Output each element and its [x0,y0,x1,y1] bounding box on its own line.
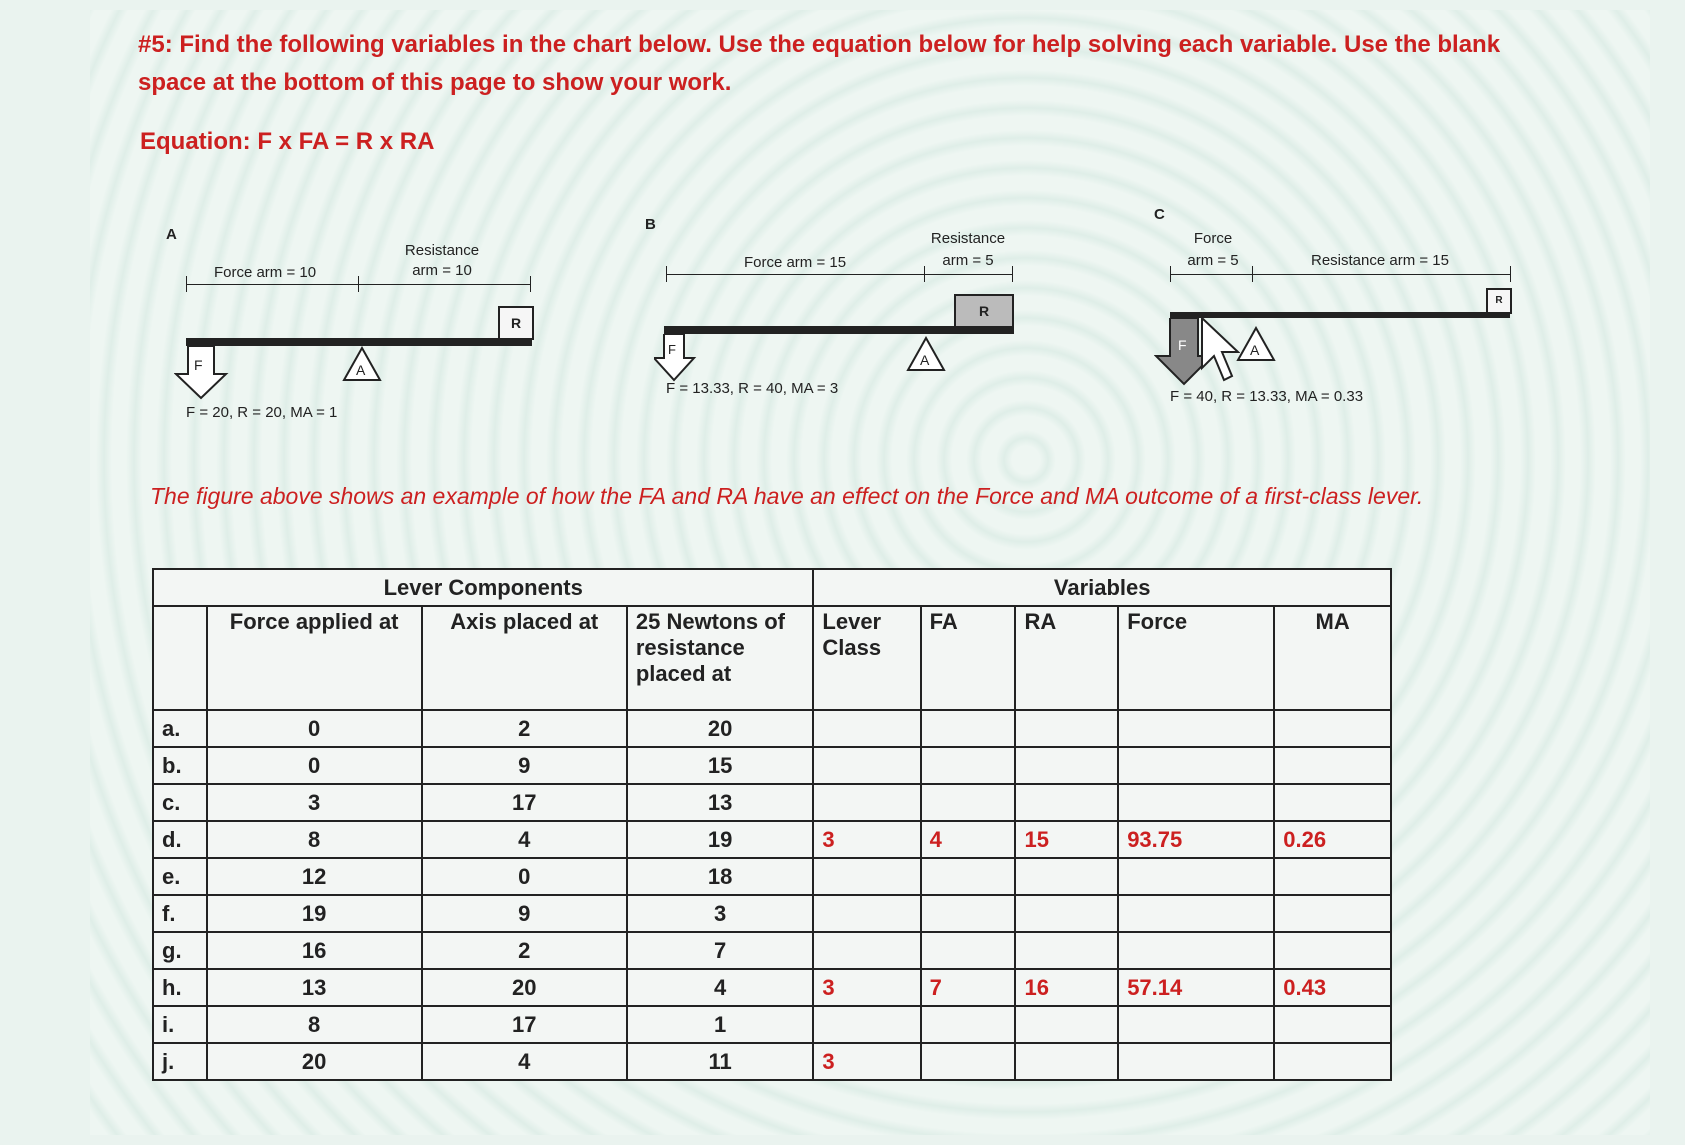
figure-a-resistance-arm-line1: Resistance [404,242,480,259]
row-label: i. [153,1006,207,1043]
ma-cell: 0.26 [1274,821,1391,858]
ra-cell [1015,895,1118,932]
fa-cell [921,784,1016,821]
ma-cell [1274,1006,1391,1043]
figure-c-dimension-line [1170,274,1510,275]
ma-cell [1274,932,1391,969]
table-row [153,710,1391,747]
figure-a-tick-right [530,276,531,292]
force-applied-cell: 8 [207,821,422,858]
axis-placed-cell: 4 [422,821,627,858]
lever-class-cell [813,858,920,895]
figure-a-tick-left [186,276,187,292]
figure-c-fulcrum-icon [1236,326,1276,362]
lever-table [152,568,1392,1081]
force-cell [1118,1006,1274,1043]
figure-a-tick-mid [358,276,359,292]
figure-b-lever-beam [664,326,1014,334]
fa-cell: 7 [921,969,1016,1006]
figure-b-fulcrum-icon [906,336,946,372]
group-header-lever-components: Lever Components [153,569,813,606]
figure-b-force-arm: Force arm = 15 [743,254,847,271]
resistance-placed-cell: 11 [627,1043,814,1080]
force-cell: 93.75 [1118,821,1274,858]
ma-cell [1274,710,1391,747]
header-force-applied-at: Force applied at [207,606,422,710]
axis-placed-cell: 17 [422,1006,627,1043]
ma-cell [1274,747,1391,784]
header-ma: MA [1274,606,1391,710]
row-label: d. [153,821,207,858]
ra-cell [1015,710,1118,747]
force-cell [1118,858,1274,895]
ra-cell: 16 [1015,969,1118,1006]
figure-b-dimension-line [666,274,1012,275]
fa-cell [921,895,1016,932]
figure-b-result: F = 13.33, R = 40, MA = 3 [666,380,839,397]
force-cell [1118,895,1274,932]
header-force: Force [1118,606,1274,710]
header-lever-class: Lever Class [813,606,920,710]
resistance-placed-cell: 19 [627,821,814,858]
figure-c-resistance-box: R [1486,288,1512,314]
resistance-placed-cell: 20 [627,710,814,747]
axis-placed-cell: 20 [422,969,627,1006]
ma-cell [1274,784,1391,821]
axis-placed-cell: 0 [422,858,627,895]
ma-cell [1274,895,1391,932]
figure-a-force-arrow-icon [174,346,230,400]
row-label: b. [153,747,207,784]
resistance-placed-cell: 15 [627,747,814,784]
force-applied-cell: 13 [207,969,422,1006]
header-row-label [153,606,207,710]
resistance-placed-cell: 13 [627,784,814,821]
lever-class-cell [813,747,920,784]
fa-cell [921,1006,1016,1043]
force-cell [1118,747,1274,784]
figure-c-resistance-arm: Resistance arm = 15 [1311,252,1449,269]
table-row [153,858,1391,895]
fa-cell [921,1043,1016,1080]
ra-cell [1015,1043,1118,1080]
figure-c-result: F = 40, R = 13.33, MA = 0.33 [1170,388,1364,405]
force-applied-cell: 12 [207,858,422,895]
force-applied-cell: 0 [207,747,422,784]
lever-class-cell [813,1006,920,1043]
figure-a-fulcrum-icon [342,346,382,382]
figure-a-resistance-arm-line2: arm = 10 [412,262,472,279]
question-text: #5: Find the following variables in the chart below. Use the equation below for help solving each variable. Use the blank space at the bottom of this page to show your work. [138,31,1501,96]
resistance-placed-cell: 3 [627,895,814,932]
figure-c-tick-right [1510,266,1511,282]
table-row [153,1043,1391,1080]
header-resistance-placed-at: 25 Newtons of resistance placed at [627,606,814,710]
figure-a-letter: A [166,226,177,243]
force-cell [1118,932,1274,969]
force-applied-cell: 20 [207,1043,422,1080]
figure-a-axis-label: A [356,362,366,378]
figure-a-lever-beam [186,338,532,346]
figure-a-result: F = 20, R = 20, MA = 1 [186,404,338,421]
figure-b-force-label: F [668,342,676,357]
lever-class-cell [813,895,920,932]
ra-cell [1015,932,1118,969]
figure-a-resistance-box: R [498,306,534,340]
ma-cell [1274,1043,1391,1080]
header-axis-placed-at: Axis placed at [422,606,627,710]
figure-c-letter: C [1154,206,1165,223]
table-row [153,932,1391,969]
equation-text: Equation: F x FA = R x RA [140,128,435,155]
lever-class-cell: 3 [813,969,920,1006]
figure-b-force-arrow-icon [654,334,698,382]
fa-cell [921,710,1016,747]
header-fa: FA [921,606,1016,710]
fa-cell [921,932,1016,969]
table-row [153,1006,1391,1043]
fa-cell: 4 [921,821,1016,858]
table-row [153,784,1391,821]
force-cell: 57.14 [1118,969,1274,1006]
force-cell [1118,710,1274,747]
lever-class-cell [813,710,920,747]
force-cell [1118,784,1274,821]
axis-placed-cell: 2 [422,710,627,747]
table-row [153,895,1391,932]
table-row [153,969,1391,1006]
axis-placed-cell: 9 [422,895,627,932]
figure-c-force-label: F [1178,337,1187,353]
ra-cell [1015,747,1118,784]
figure-b-resistance-arm-line2: arm = 5 [942,252,994,269]
ra-cell [1015,858,1118,895]
figure-c-force-arm-line2: arm = 5 [1187,252,1239,269]
force-cell [1118,1043,1274,1080]
axis-placed-cell: 17 [422,784,627,821]
force-applied-cell: 16 [207,932,422,969]
row-label: f. [153,895,207,932]
fa-cell [921,858,1016,895]
row-label: h. [153,969,207,1006]
ma-cell: 0.43 [1274,969,1391,1006]
resistance-placed-cell: 18 [627,858,814,895]
ma-cell [1274,858,1391,895]
figure-c-tick-mid [1252,266,1253,282]
row-label: a. [153,710,207,747]
force-applied-cell: 8 [207,1006,422,1043]
figure-b-tick-left [666,266,667,282]
axis-placed-cell: 9 [422,747,627,784]
group-header-variables: Variables [813,569,1391,606]
ra-cell [1015,784,1118,821]
figure-b-tick-right [1012,266,1013,282]
ra-cell [1015,1006,1118,1043]
ra-cell: 15 [1015,821,1118,858]
mouse-cursor-icon [1196,316,1240,386]
header-ra: RA [1015,606,1118,710]
row-label: j. [153,1043,207,1080]
figure-c-tick-left [1170,266,1171,282]
lever-class-cell [813,784,920,821]
resistance-placed-cell: 1 [627,1006,814,1043]
figure-b-tick-mid [924,266,925,282]
table-row [153,747,1391,784]
resistance-placed-cell: 7 [627,932,814,969]
figure-c-force-arm-line1: Force [1193,230,1233,247]
figure-b-resistance-arm-line1: Resistance [930,230,1006,247]
force-applied-cell: 0 [207,710,422,747]
figure-b-axis-label: A [920,352,930,368]
table-row [153,821,1391,858]
row-label: c. [153,784,207,821]
figure-b-resistance-box: R [954,294,1014,328]
fa-cell [921,747,1016,784]
figure-caption: The figure above shows an example of how the FA and RA have an effect on the Force and MA outcome of a first-class lever. [150,483,1424,509]
axis-placed-cell: 4 [422,1043,627,1080]
force-applied-cell: 3 [207,784,422,821]
figure-c-axis-label: A [1250,342,1260,358]
axis-placed-cell: 2 [422,932,627,969]
force-applied-cell: 19 [207,895,422,932]
lever-class-cell: 3 [813,1043,920,1080]
figure-b-letter: B [645,216,656,233]
resistance-placed-cell: 4 [627,969,814,1006]
figure-a-force-arm: Force arm = 10 [213,264,317,281]
lever-class-cell: 3 [813,821,920,858]
row-label: g. [153,932,207,969]
figure-a-force-label: F [194,357,203,373]
lever-class-cell [813,932,920,969]
row-label: e. [153,858,207,895]
